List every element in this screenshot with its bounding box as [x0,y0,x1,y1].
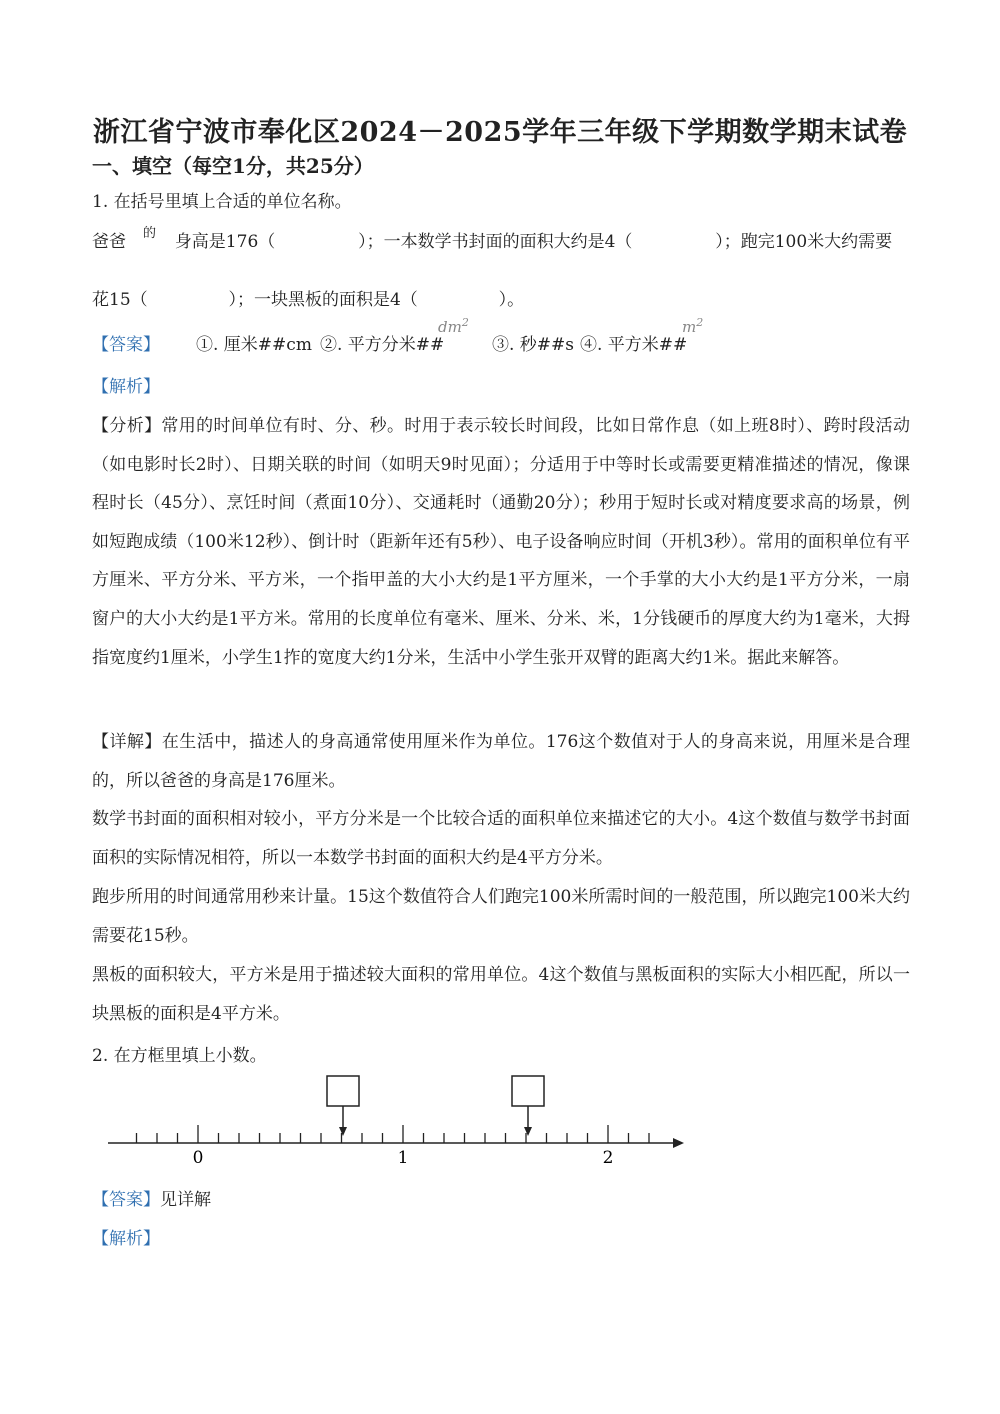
answer-label: 【答案】 [92,1190,160,1210]
unit-m-image: $m^2$ [682,316,704,336]
detail-paragraph-3: 跑步所用的时间通常用秒来计量。15这个数值符合人们跑完100米所需时间的一般范围，所以跑完100米大约需要花15秒。 [92,887,910,946]
analysis-paragraph: 【分析】常用的时间单位有时、分、秒。时用于表示较长时间段，比如日常作息（如上班8时）、跨时段活动（如电影时长2时）、日期关联的时间（如明天9时见面）；分适用于中等时长或需要更精准描述的情况，像课程时长（45分）、烹饪时间（煮面10分）、交通耗时（通勤20分）；秒用于短时长或对精度要求高的场景，例如短跑成绩（100米12秒）、倒计时（距新年还有5秒）、电子设备响应时间（开机3秒）。常用的面积单位有平方厘米、平方分米、平方米，一个指甲盖的大小大约是1平方厘米，一个手掌的大小大约是1平方分米，一扇窗户的大小大约是1平方米。常用的长度单位有毫米、厘米、分米、米，1分钱硬币的厚度大约为1毫米，大拇指宽度约1厘米，小学生1拃的宽度大约1分米，生活中小学生张开双臂的距离大约1米。据此来解答。 [92,416,910,668]
number-line-arrow [673,1138,684,1148]
page-title: 浙江省宁波市奉化区2024－2025学年三年级下学期数学期末试卷 [92,117,908,148]
answer-1: ①. 厘米##cm [196,335,312,355]
answer-2: ②. 平方分米## [320,335,445,355]
tick-group [137,1125,650,1143]
answer-box-2[interactable] [512,1076,544,1106]
number-line [100,1070,700,1170]
unit-dm-image: $dm^2$ [438,316,469,336]
section-heading: 一、填空（每空1分，共25分） [92,154,374,178]
tick-label-2: 2 [602,1148,614,1168]
fill-text: ）；一块黑板的面积是4（ [228,290,418,310]
fill-text: ）；一本数学书封面的面积大约是4（ [358,232,633,252]
fill-text: ）。 [498,290,525,310]
question-2-prompt: 2. 在方框里填上小数。 [92,1046,267,1066]
fill-text: 花15（ [92,290,148,310]
box-2-arrow-head [524,1127,532,1136]
fill-text: 身高是176（ [174,232,276,252]
small-de-char: 的 [143,226,157,241]
detail-paragraph-2: 数学书封面的面积相对较小，平方分米是一个比较合适的面积单位来描述它的大小。4这个数值与数学书封面面积的实际情况相符，所以一本数学书封面的面积大约是4平方分米。 [92,809,910,868]
detail-paragraph-4: 黑板的面积较大，平方米是用于描述较大面积的常用单位。4这个数值与黑板面积的实际大小相匹配，所以一块黑板的面积是4平方米。 [92,965,910,1024]
answer-label: 【答案】 [92,335,160,355]
answer-box-1[interactable] [327,1076,359,1106]
tick-label-0: 0 [192,1148,204,1168]
analysis-label-2: 【解析】 [92,1229,160,1249]
question-1-prompt: 1. 在括号里填上合适的单位名称。 [92,192,352,212]
analysis-label: 【解析】 [92,377,160,397]
tick-label-1: 1 [397,1148,409,1168]
answer-4: ④. 平方米## [580,335,688,355]
question-1-line-1 [92,227,892,252]
fill-text: ）；跑完100米大约需要 [715,232,893,252]
question-2-answer [92,1188,211,1212]
box-1-arrow-head [339,1127,347,1136]
question-1-line-2 [92,285,524,310]
fill-text: 爸爸 [92,232,126,252]
answer-3: ③. 秒##s [492,335,575,355]
answer-text: 见详解 [160,1190,211,1210]
detail-paragraph-1: 【详解】在生活中，描述人的身高通常使用厘米作为单位。176这个数值对于人的身高来说，用厘米是合理的，所以爸爸的身高是176厘米。 [92,732,910,791]
